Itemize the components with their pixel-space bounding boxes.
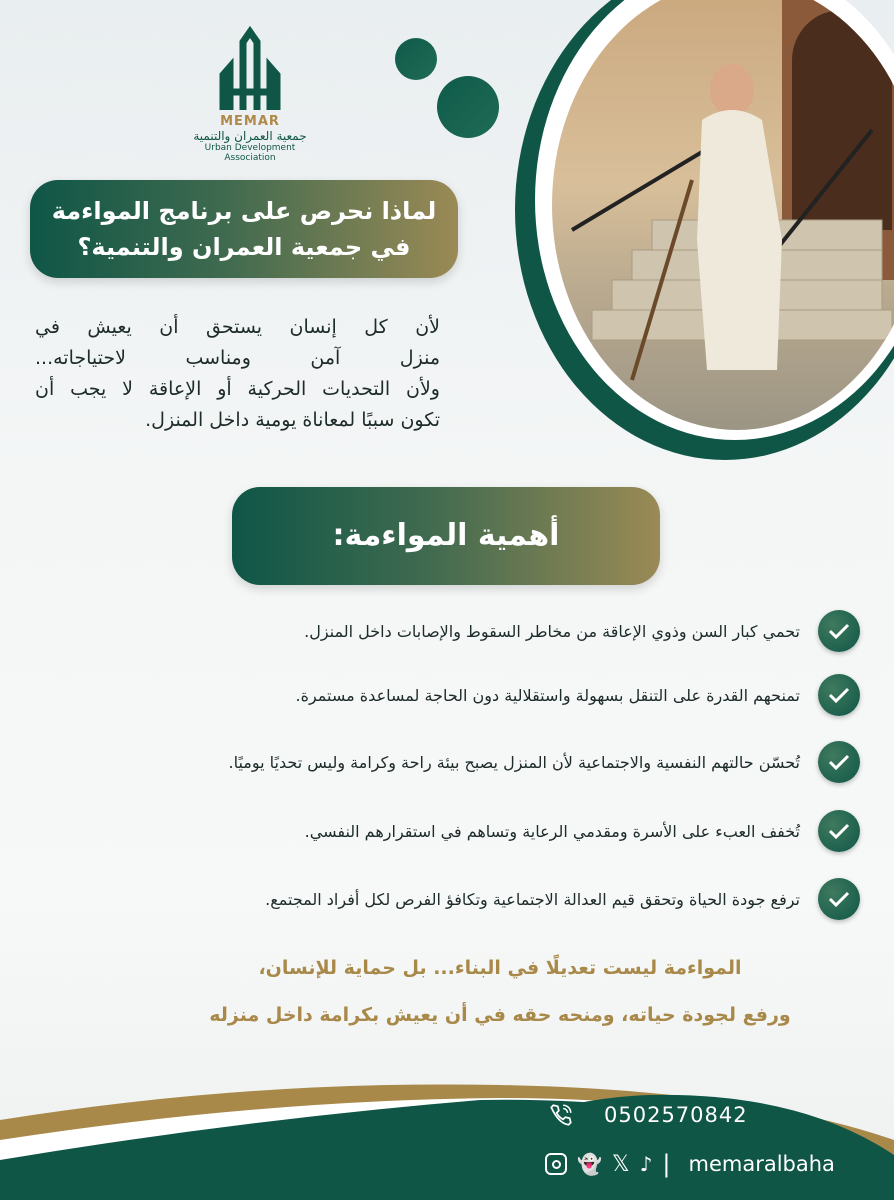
list-item [20,810,860,852]
footer-wave [0,1060,894,1200]
separator: | [662,1150,671,1178]
list-item [20,610,860,652]
closing-statement [200,945,800,1039]
check-icon [818,810,860,852]
bullet-text: تحمي كبار السن وذوي الإعاقة من مخاطر السقوط والإصابات داخل المنزل. [304,621,800,641]
section-title: أهمية المواءمة: [332,518,560,553]
bullet-text: تُخفف العبء على الأسرة ومقدمي الرعاية وتساهم في استقرارهم النفسي. [304,821,800,841]
intro-paragraph [35,312,440,436]
social-handle[interactable]: memaralbaha [688,1152,835,1176]
decor-dot [395,38,437,80]
x-icon[interactable]: 𝕏 [611,1151,630,1177]
intro-line: لأن كل إنسان يستحق أن يعيش في [35,316,440,338]
title-banner [30,180,458,278]
section-title-banner [232,487,660,585]
phone-number: 0502570842 [604,1103,748,1127]
bullet-text: ترفع جودة الحياة وتحقق قيم العدالة الاجتماعية وتكافؤ الفرص لكل أفراد المجتمع. [265,889,800,909]
bullet-text: تُحسّن حالتهم النفسية والاجتماعية لأن المنزل يصبح بيئة راحة وكرامة وليس تحديًا يوميًا. [228,752,800,772]
intro-line: ولأن التحديات الحركية أو الإعاقة لا يجب أن [35,378,440,400]
logo-brand: MEMAR [220,114,280,129]
check-icon [818,674,860,716]
list-item [20,741,860,783]
instagram-icon[interactable] [545,1153,567,1175]
list-item [20,878,860,920]
logo-name-en: Urban Development Association [204,143,296,163]
closing-line: المواءمة ليست تعديلًا في البناء... بل حماية للإنسان، [258,957,742,979]
check-icon [818,610,860,652]
intro-line: منزل آمن ومناسب لاحتياجاته... [35,347,440,369]
logo-mark-icon [210,22,290,112]
check-icon [818,878,860,920]
list-item [20,674,860,716]
phone-icon [548,1102,574,1128]
phone-contact[interactable] [548,1102,748,1128]
tiktok-icon[interactable]: ♪ [639,1152,653,1176]
intro-line: تكون سببًا لمعاناة يومية داخل المنزل. [145,409,440,431]
social-contact [545,1150,835,1178]
bullet-text: تمنحهم القدرة على التنقل بسهولة واستقلالية دون الحاجة لمساعدة مستمرة. [295,685,800,705]
check-icon [818,741,860,783]
logo-name-ar: جمعية العمران والتنمية [193,129,307,143]
snapchat-icon[interactable]: 👻 [577,1152,602,1176]
decor-dot [437,76,499,138]
title-line-2: في جمعية العمران والتنمية؟ [77,233,411,261]
title-line-1: لماذا نحرص على برنامج المواءمة [51,197,437,225]
logo [180,22,320,163]
closing-line: ورفع لجودة حياته، ومنحه حقه في أن يعيش بكرامة داخل منزله [209,1004,791,1026]
